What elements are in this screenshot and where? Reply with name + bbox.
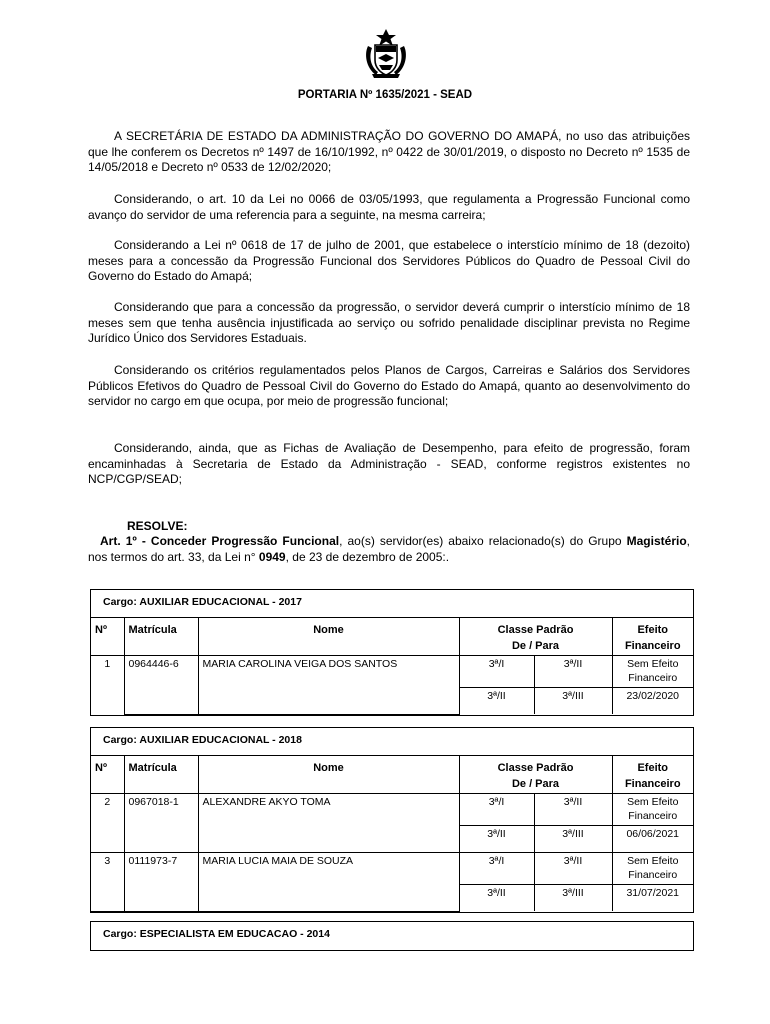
column-header-num: Nº [91,618,124,655]
row-classe-de: 3ª/II [459,825,534,852]
row-nome: MARIA CAROLINA VEIGA DOS SANTOS [198,655,459,714]
paragraph-text: Considerando os critérios regulamentados pelos Planos de Cargos, Carreiras e Salários dos Servidores Públicos Efetivos do Quadro de Pessoal Civil do Governo do Estado do Amapá, quanto ao desenvolvimento do servidor no cargo em que ocupa, por meio de progressão funcional; [88,363,690,409]
article-label: Art. 1º - Conceder Progressão Funcional [100,534,340,548]
column-header-nome: Nome [198,618,459,655]
cargo-title: Cargo: ESPECIALISTA EM EDUCACAO - 2014 [103,928,330,940]
efeito-value: Sem Efeito [627,657,679,670]
article-text: , ao(s) servidor(es) abaixo relacionado(s) do Grupo [339,534,627,548]
row-matricula: 0967018-1 [124,793,198,852]
column-header-efeito [612,618,693,655]
row-matricula: 0964446-6 [124,655,198,714]
paragraph-text: Considerando que para a concessão da progressão, o servidor deverá cumprir o interstício mínimo de 18 meses sem que tenha ausência injustificada ao serviço ou sofrido penalidade disciplinar prevista no Regime Jurídico Único dos Servidores Estaduais. [88,300,690,346]
article-1 [88,534,690,565]
table-row [91,852,693,884]
column-header-efeito [612,756,693,793]
paragraph-text: Considerando, o art. 10 da Lei no 0066 de 03/05/1993, que regulamenta a Progressão Funcional como avanço do servidor de uma referencia para a seguinte, na mesma carreira; [88,192,690,222]
row-nome: MARIA LUCIA MAIA DE SOUZA [198,852,459,911]
row-efeito [612,655,693,687]
column-header-classe [459,756,612,793]
paragraph-text: Considerando, ainda, que as Fichas de Avaliação de Desempenho, para efeito de progressão, foram encaminhadas à Secretaria de Estado da Administração - SEAD, conforme registros existentes no NCP/CGP/SEAD; [88,441,690,487]
row-classe-de: 3ª/I [459,793,534,825]
servidor-table [91,756,693,912]
row-classe-de: 3ª/I [459,852,534,884]
paragraph-considerando-4 [88,363,690,410]
resolve-heading: RESOLVE: [127,519,188,533]
article-text: , nos termos do art. 33, da Lei n° [88,534,690,564]
article-text: , de 23 de dezembro de 2005:. [285,549,450,564]
state-coat-of-arms-icon [360,28,412,80]
article-lei: 0949 [258,549,286,564]
efeito-value-2: Financeiro [628,809,678,822]
table-row [91,655,693,687]
row-nome: ALEXANDRE AKYO TOMA [198,793,459,852]
efeito-line-1: Efeito [637,762,669,774]
paragraph-considerando-2 [88,238,690,285]
cargo-title: Cargo: AUXILIAR EDUCACIONAL - 2017 [91,590,693,618]
row-classe-para: 3ª/III [534,825,612,852]
row-efeito: 23/02/2020 [612,687,693,714]
row-classe-para: 3ª/II [534,655,612,687]
row-num: 3 [91,852,124,911]
paragraph-considerando-5 [88,441,690,488]
row-classe-para: 3ª/II [534,793,612,825]
efeito-line-1: Efeito [637,624,669,636]
classe-line-1: Classe Padrão [497,624,574,636]
row-classe-para: 3ª/II [534,852,612,884]
paragraph-preamble [88,129,690,176]
classe-line-2: De / Para [511,640,560,652]
efeito-line-2: Financeiro [624,640,681,652]
efeito-value-2: Financeiro [628,868,678,881]
row-efeito [612,793,693,825]
paragraph-text: Considerando a Lei nº 0618 de 17 de julho de 2001, que estabelece o interstício mínimo de 18 (dezoito) meses para a concessão da Progressão Funcional dos Servidores Públicos do Quadro de Pessoal Civil do Governo do Estado do Amapá; [88,238,690,284]
row-efeito: 06/06/2021 [612,825,693,852]
table-row [91,793,693,825]
article-grupo: Magistério [626,534,687,548]
efeito-value: Sem Efeito [627,854,679,867]
row-classe-para: 3ª/III [534,687,612,714]
servidor-table [91,618,693,715]
paragraph-considerando-3 [88,300,690,347]
cargo-title: Cargo: AUXILIAR EDUCACIONAL - 2018 [91,728,693,756]
cargo-table [90,921,694,951]
cargo-table [90,589,694,716]
paragraph-text: A SECRETÁRIA DE ESTADO DA ADMINISTRAÇÃO DO GOVERNO DO AMAPÁ, no uso das atribuições que lhe conferem os Decretos nº 1497 de 16/10/1992, nº 0422 de 30/01/2019, o disposto no Decreto nº 1535 de 14/05/2018 e Decreto nº 0533 de 12/02/2020; [88,129,690,175]
row-classe-de: 3ª/II [459,884,534,911]
column-header-nome: Nome [198,756,459,793]
page-title: PORTARIA Nº 1635/2021 - SEAD [297,89,473,101]
row-num: 2 [91,793,124,852]
row-efeito [612,852,693,884]
row-num: 1 [91,655,124,714]
efeito-value: Sem Efeito [627,795,679,808]
efeito-line-2: Financeiro [624,778,681,790]
row-efeito: 31/07/2021 [612,884,693,911]
efeito-value-2: Financeiro [628,671,678,684]
row-matricula: 0111973-7 [124,852,198,911]
row-classe-para: 3ª/III [534,884,612,911]
classe-line-1: Classe Padrão [497,762,574,774]
column-header-matricula: Matrícula [124,756,198,793]
column-header-classe [459,618,612,655]
row-classe-de: 3ª/II [459,687,534,714]
cargo-table [90,727,694,913]
column-header-num: Nº [91,756,124,793]
row-classe-de: 3ª/I [459,655,534,687]
paragraph-considerando-1 [88,192,690,223]
column-header-matricula: Matrícula [124,618,198,655]
classe-line-2: De / Para [511,778,560,790]
